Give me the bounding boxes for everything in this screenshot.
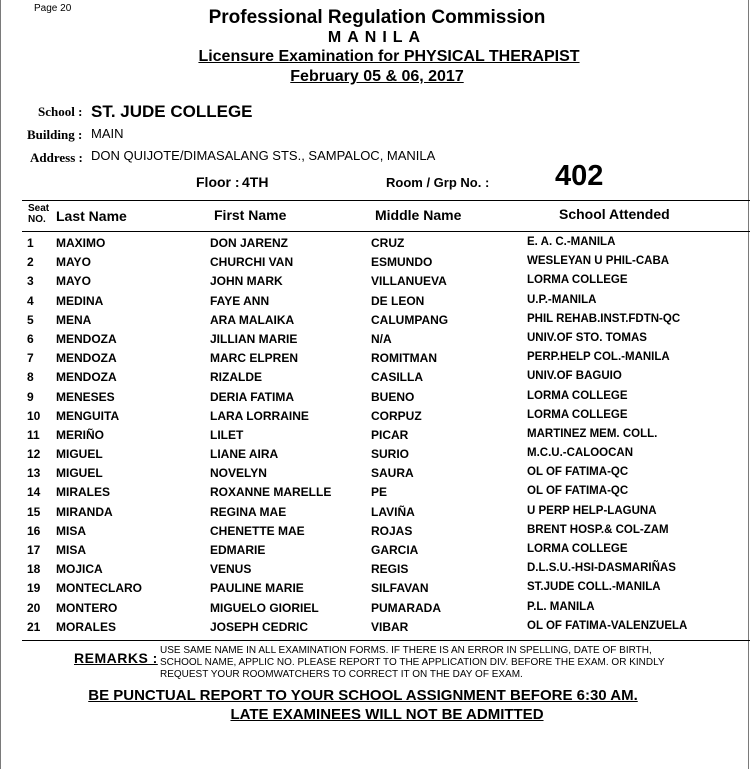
table-header-rule bbox=[22, 231, 750, 232]
last-name-cell: MEDINA bbox=[56, 293, 104, 308]
building-label: Building : bbox=[27, 127, 83, 142]
building-value: MAIN bbox=[91, 126, 124, 141]
last-name-header: Last Name bbox=[56, 208, 127, 224]
first-name-cell: ARA MALAIKA bbox=[210, 312, 295, 327]
first-name-cell: FAYE ANN bbox=[210, 293, 270, 308]
room-label: Room / Grp No. : bbox=[386, 175, 490, 190]
floor-label: Floor : bbox=[196, 174, 240, 190]
seat-no-cell: 9 bbox=[27, 389, 34, 404]
seat-no-cell: 13 bbox=[27, 466, 41, 481]
last-name-cell: MIRALES bbox=[56, 485, 110, 500]
school-attended-header: School Attended bbox=[559, 206, 670, 222]
last-name-cell: MISA bbox=[56, 543, 86, 557]
table-row bbox=[0, 294, 750, 313]
seat-no-cell: 20 bbox=[27, 600, 41, 615]
seat-no-cell: 19 bbox=[27, 581, 41, 596]
last-name-cell: MAYO bbox=[56, 274, 91, 289]
middle-name-cell: REGIS bbox=[371, 562, 409, 577]
table-row bbox=[0, 274, 750, 293]
seat-no-cell: 16 bbox=[27, 523, 41, 538]
table-row bbox=[0, 524, 750, 543]
seat-no-cell: 21 bbox=[27, 619, 41, 634]
first-name-cell: JOHN MARK bbox=[210, 274, 283, 289]
remarks-text: USE SAME NAME IN ALL EXAMINATION FORMS. IF THERE IS AN ERROR IN SPELLING, DATE OF BIRTH, SCHOOL NAME, APPLIC NO. PLEASE REPORT TO THE APPLICATION DIV. BEFORE THE EXAM. OR KINDLY REQUEST YOUR ROOMWATCHERS TO CORRECT IT ON THE DAY OF EXAM. bbox=[160, 645, 665, 680]
first-name-cell: VENUS bbox=[210, 562, 252, 577]
first-name-cell: LARA LORRAINE bbox=[210, 408, 309, 423]
first-name-cell: REGINA MAE bbox=[210, 504, 287, 519]
seat-no-cell: 3 bbox=[27, 274, 34, 289]
late-notice: LATE EXAMINEES WILL NOT BE ADMITTED bbox=[230, 706, 544, 723]
last-name-cell: MONTERO bbox=[56, 600, 118, 615]
seat-no-header bbox=[28, 203, 49, 225]
last-name-cell: MONTECLARO bbox=[56, 581, 142, 596]
table-row bbox=[0, 505, 750, 524]
address-value: DON QUIJOTE/DIMASALANG STS., SAMPALOC, MANILA bbox=[91, 148, 436, 163]
table-row bbox=[0, 447, 750, 466]
last-name-cell: MENDOZA bbox=[56, 351, 117, 366]
seat-no-cell: 11 bbox=[27, 427, 40, 442]
middle-name-cell: PE bbox=[371, 485, 388, 500]
table-top-rule bbox=[22, 200, 750, 201]
seat-no-cell: 4 bbox=[27, 293, 34, 308]
middle-name-cell: ESMUNDO bbox=[371, 255, 433, 270]
first-name-cell: JOSEPH CEDRIC bbox=[210, 619, 309, 634]
school-cell: U.P.-MANILA bbox=[527, 293, 597, 306]
first-name-cell: NOVELYN bbox=[210, 466, 267, 481]
first-name-cell: EDMARIE bbox=[210, 543, 266, 557]
last-name-cell: MORALES bbox=[56, 619, 116, 634]
seat-no-cell: 15 bbox=[27, 504, 41, 519]
seat-no-cell: 6 bbox=[27, 331, 34, 346]
middle-name-cell: PICAR bbox=[371, 427, 409, 442]
seat-no-cell: 2 bbox=[27, 255, 34, 270]
table-row bbox=[0, 466, 750, 485]
first-name-header: First Name bbox=[214, 207, 287, 223]
school-cell: OL OF FATIMA-QC bbox=[527, 466, 629, 479]
school-cell: M.C.U.-CALOOCAN bbox=[527, 447, 634, 460]
table-row bbox=[0, 485, 750, 504]
first-name-cell: RIZALDE bbox=[210, 370, 262, 385]
table-row bbox=[0, 390, 750, 409]
last-name-cell: MIGUEL bbox=[56, 466, 103, 481]
middle-name-cell: ROJAS bbox=[371, 523, 413, 538]
seat-no-cell: 17 bbox=[27, 543, 41, 557]
first-name-cell: MIGUELO GIORIEL bbox=[210, 600, 319, 615]
middle-name-cell: LAVIÑA bbox=[371, 504, 415, 519]
last-name-cell: MENESES bbox=[56, 389, 115, 404]
school-cell: LORMA COLLEGE bbox=[527, 543, 628, 555]
school-cell: BRENT HOSP.& COL-ZAM bbox=[527, 523, 669, 536]
school-cell: OL OF FATIMA-VALENZUELA bbox=[527, 619, 688, 632]
seat-no-cell: 8 bbox=[27, 370, 34, 385]
middle-name-cell: VIBAR bbox=[371, 619, 409, 634]
seat-no-cell: 12 bbox=[27, 447, 41, 462]
school-cell: ST.JUDE COLL.-MANILA bbox=[527, 581, 661, 594]
table-row bbox=[0, 351, 750, 370]
table-row bbox=[0, 543, 750, 562]
school-cell: MARTINEZ MEM. COLL. bbox=[527, 427, 658, 440]
last-name-cell: MENGUITA bbox=[56, 408, 120, 423]
school-cell: PHIL REHAB.INST.FDTN-QC bbox=[527, 312, 681, 325]
middle-name-cell: ROMITMAN bbox=[371, 351, 437, 366]
seat-no-cell: 18 bbox=[27, 562, 41, 577]
middle-name-cell: CASILLA bbox=[371, 370, 423, 385]
address-label: Address : bbox=[30, 150, 83, 165]
table-row bbox=[0, 581, 750, 600]
middle-name-cell: CORPUZ bbox=[371, 408, 422, 423]
exam-dates: February 05 & 06, 2017 bbox=[290, 68, 464, 85]
table-row bbox=[0, 313, 750, 332]
examinee-list bbox=[0, 236, 750, 639]
school-cell: WESLEYAN U PHIL-CABA bbox=[527, 255, 670, 268]
table-row bbox=[0, 332, 750, 351]
school-cell: P.L. MANILA bbox=[527, 600, 595, 613]
last-name-cell: MERIÑO bbox=[56, 427, 104, 442]
first-name-cell: CHURCHI VAN bbox=[210, 255, 294, 270]
table-row bbox=[0, 562, 750, 581]
school-cell: D.L.S.U.-HSI-DASMARIÑAS bbox=[527, 562, 676, 575]
last-name-cell: MAXIMO bbox=[56, 236, 106, 250]
school-cell: UNIV.OF STO. TOMAS bbox=[527, 331, 647, 344]
school-cell: PERP.HELP COL.-MANILA bbox=[527, 351, 670, 364]
remarks-label: REMARKS : bbox=[74, 650, 158, 666]
middle-name-cell: BUENO bbox=[371, 389, 415, 404]
first-name-cell: DERIA FATIMA bbox=[210, 389, 294, 404]
middle-name-cell: SILFAVAN bbox=[371, 581, 429, 596]
seat-no-cell: 5 bbox=[27, 312, 34, 327]
table-row bbox=[0, 601, 750, 620]
first-name-cell: JILLIAN MARIE bbox=[210, 331, 298, 346]
school-label: School : bbox=[38, 104, 83, 119]
seat-header-line2: NO. bbox=[28, 214, 46, 225]
school-cell: LORMA COLLEGE bbox=[527, 408, 628, 421]
middle-name-cell: N/A bbox=[371, 331, 392, 346]
table-bottom-rule bbox=[22, 640, 750, 641]
school-cell: OL OF FATIMA-QC bbox=[527, 485, 629, 498]
middle-name-cell: SAURA bbox=[371, 466, 414, 481]
first-name-cell: CHENETTE MAE bbox=[210, 523, 305, 538]
table-row bbox=[0, 236, 750, 255]
seat-no-cell: 10 bbox=[27, 408, 41, 423]
exam-title: Licensure Examination for PHYSICAL THERAPIST bbox=[198, 48, 580, 65]
first-name-cell: ROXANNE MARELLE bbox=[210, 485, 332, 500]
middle-name-cell: VILLANUEVA bbox=[371, 274, 447, 289]
middle-name-header: Middle Name bbox=[375, 207, 462, 223]
punctual-notice: BE PUNCTUAL REPORT TO YOUR SCHOOL ASSIGNMENT BEFORE 6:30 AM. bbox=[88, 687, 638, 704]
table-row bbox=[0, 370, 750, 389]
middle-name-cell: CALUMPANG bbox=[371, 312, 449, 327]
last-name-cell: MIGUEL bbox=[56, 447, 103, 462]
seat-no-cell: 7 bbox=[27, 351, 34, 366]
seat-no-cell: 1 bbox=[27, 236, 34, 250]
school-cell: UNIV.OF BAGUIO bbox=[527, 370, 622, 383]
last-name-cell: MOJICA bbox=[56, 562, 103, 577]
last-name-cell: MIRANDA bbox=[56, 504, 113, 519]
school-cell: LORMA COLLEGE bbox=[527, 389, 628, 402]
school-value: ST. JUDE COLLEGE bbox=[91, 102, 253, 121]
last-name-cell: MENDOZA bbox=[56, 370, 117, 385]
room-number: 402 bbox=[555, 160, 604, 192]
school-cell: E. A. C.-MANILA bbox=[527, 236, 616, 248]
city-title: MANILA bbox=[327, 29, 427, 46]
middle-name-cell: GARCIA bbox=[371, 543, 419, 557]
first-name-cell: PAULINE MARIE bbox=[210, 581, 304, 596]
first-name-cell: LIANE AIRA bbox=[210, 447, 279, 462]
middle-name-cell: PUMARADA bbox=[371, 600, 441, 615]
floor-value: 4TH bbox=[242, 174, 269, 190]
page-label: Page 20 bbox=[34, 3, 72, 14]
middle-name-cell: CRUZ bbox=[371, 236, 405, 250]
agency-title: Professional Regulation Commission bbox=[208, 7, 546, 28]
middle-name-cell: SURIO bbox=[371, 447, 410, 462]
last-name-cell: MISA bbox=[56, 523, 86, 538]
middle-name-cell: DE LEON bbox=[371, 293, 425, 308]
first-name-cell: LILET bbox=[210, 427, 244, 442]
first-name-cell: DON JARENZ bbox=[210, 236, 289, 250]
school-cell: LORMA COLLEGE bbox=[527, 274, 628, 287]
first-name-cell: MARC ELPREN bbox=[210, 351, 299, 366]
table-row bbox=[0, 409, 750, 428]
table-row bbox=[0, 428, 750, 447]
last-name-cell: MENDOZA bbox=[56, 331, 117, 346]
last-name-cell: MENA bbox=[56, 312, 92, 327]
school-cell: U PERP HELP-LAGUNA bbox=[527, 504, 657, 517]
seat-no-cell: 14 bbox=[27, 485, 41, 500]
seat-header-line1: Seat bbox=[28, 203, 50, 214]
table-row bbox=[0, 255, 750, 274]
table-row bbox=[0, 620, 750, 639]
last-name-cell: MAYO bbox=[56, 255, 91, 270]
